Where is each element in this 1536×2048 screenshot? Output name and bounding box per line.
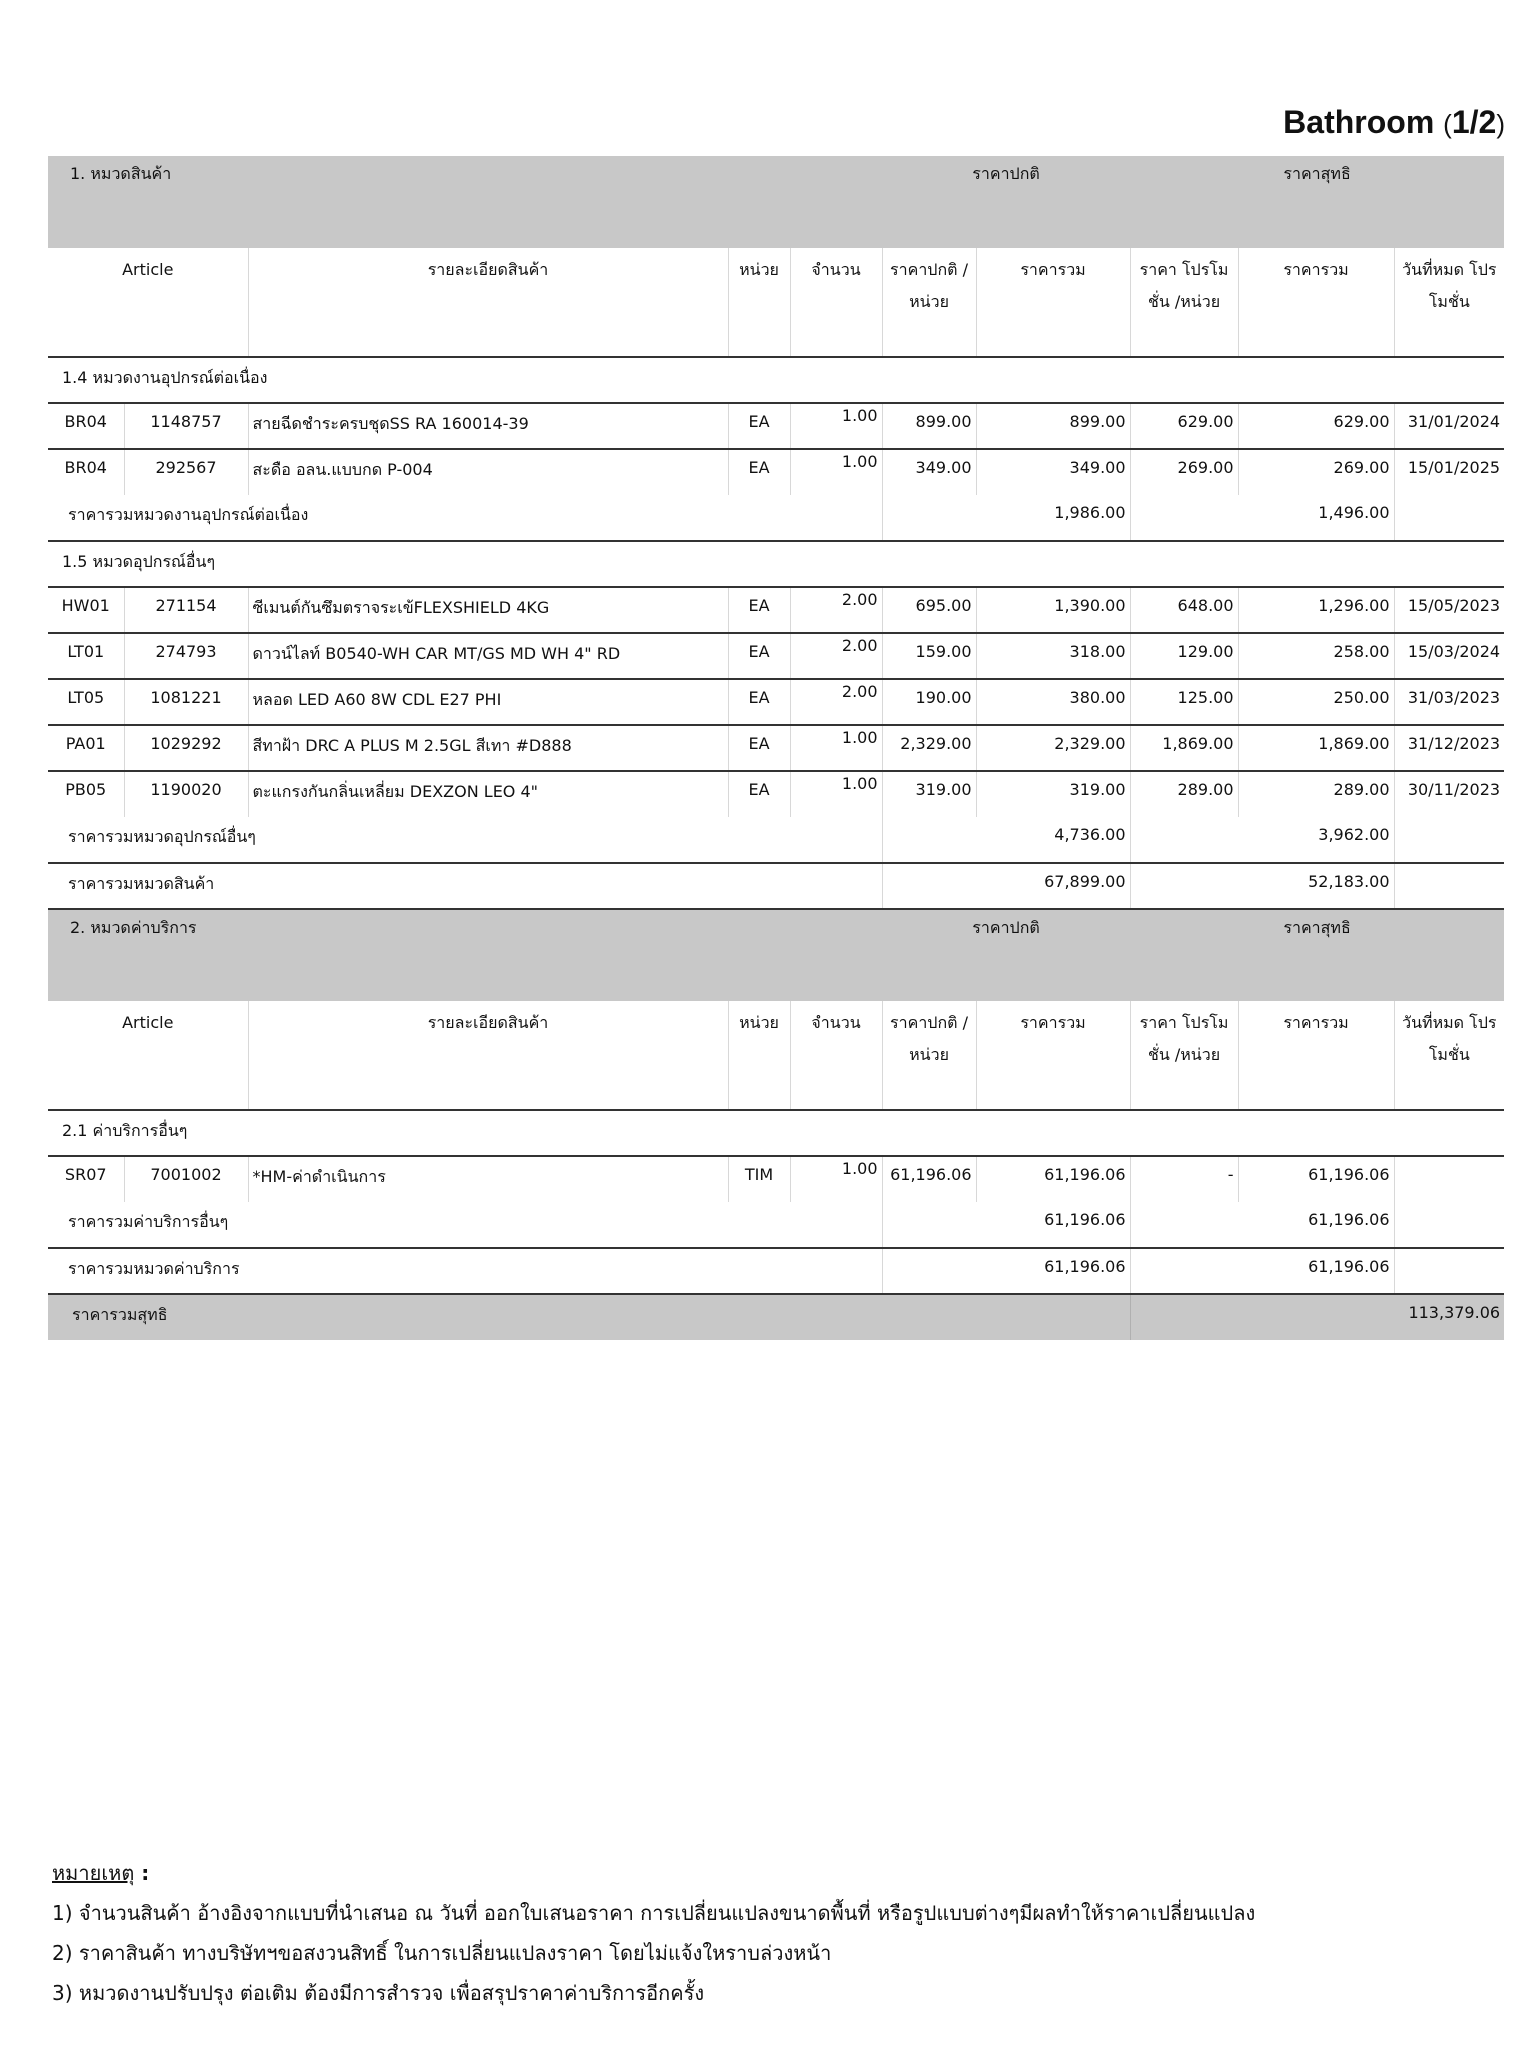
item-quantity: 2.00 xyxy=(790,633,882,679)
normal-price-group-label: ราคาปกติ xyxy=(882,909,1130,1001)
item-unit: EA xyxy=(728,633,790,679)
item-unit: EA xyxy=(728,725,790,771)
normal-price-group-label: ราคาปกติ xyxy=(882,156,1130,248)
item-code: PA01 xyxy=(48,725,124,771)
category-total-label: ราคารวมหมวดสินค้า xyxy=(48,863,882,909)
item-code: SR07 xyxy=(48,1156,124,1202)
item-promo-price: 289.00 xyxy=(1130,771,1238,817)
col-article: Article xyxy=(48,248,248,357)
note-line: 1) จำนวนสินค้า อ้างอิงจากแบบที่นำเสนอ ณ วันที่ ออกใบเสนอราคา การเปลี่ยนแปลงขนาดพื้นที่ หรือรูปแบบต่างๆมีผลทำให้ราคาเปลี่ยนแปลง xyxy=(52,1901,1256,1925)
item-description: ซีเมนต์กันซึมตราจระเข้FLEXSHIELD 4KG xyxy=(248,587,728,633)
item-promo-end: 31/12/2023 xyxy=(1394,725,1504,771)
col-promo-price: ราคา โปรโมชั่น /หน่วย xyxy=(1130,248,1238,357)
section-header xyxy=(48,541,1504,587)
item-unit: EA xyxy=(728,771,790,817)
col-article: Article xyxy=(48,1001,248,1110)
item-quantity: 1.00 xyxy=(790,449,882,495)
item-article: 274793 xyxy=(124,633,248,679)
item-description: สีทาฝ้า DRC A PLUS M 2.5GL สีเทา #D888 xyxy=(248,725,728,771)
item-promo-end: 31/03/2023 xyxy=(1394,679,1504,725)
notes xyxy=(52,1853,1512,2013)
item-quantity: 1.00 xyxy=(790,403,882,449)
net-total-row xyxy=(48,1294,1504,1340)
item-quantity: 1.00 xyxy=(790,725,882,771)
item-promo-end: 15/01/2025 xyxy=(1407,458,1501,477)
subtotal-row xyxy=(48,495,1504,541)
item-code: PB05 xyxy=(48,771,124,817)
notes-heading-colon: : xyxy=(134,1861,150,1885)
section-header xyxy=(48,1110,1504,1156)
col-total: ราคารวม xyxy=(976,248,1130,357)
item-unit-price: 159.00 xyxy=(882,633,976,679)
subtotal-label: ราคารวมค่าบริการอื่นๆ xyxy=(48,1202,882,1248)
col-promo-price: ราคา โปรโมชั่น /หน่วย xyxy=(1130,1001,1238,1110)
category-label: 2. หมวดค่าบริการ xyxy=(48,909,882,1001)
item-promo-price: 1,869.00 xyxy=(1130,725,1238,771)
item-article: 1148757 xyxy=(124,403,248,449)
net-price-group-label: ราคาสุทธิ xyxy=(1130,909,1504,1001)
col-net-total: ราคารวม xyxy=(1238,1001,1394,1110)
net-total-value: 113,379.06 xyxy=(1130,1294,1504,1340)
subtotal-net: 1,496.00 xyxy=(1130,495,1394,541)
subtotal-normal: 4,736.00 xyxy=(882,817,1130,863)
item-code: BR04 xyxy=(48,403,124,449)
subtotal-normal: 1,986.00 xyxy=(882,495,1130,541)
item-description: หลอด LED A60 8W CDL E27 PHI xyxy=(248,679,728,725)
item-promo-end: 30/11/2023 xyxy=(1407,780,1501,799)
item-total: 61,196.06 xyxy=(976,1156,1130,1202)
category-total-normal: 67,899.00 xyxy=(882,863,1130,909)
item-unit-price: 899.00 xyxy=(882,403,976,449)
item-unit: EA xyxy=(728,449,790,495)
subtotal-blank xyxy=(1394,495,1504,541)
quotation-table xyxy=(48,156,1504,1340)
item-total: 899.00 xyxy=(976,403,1130,449)
item-code: LT05 xyxy=(48,679,124,725)
item-net-total: 1,296.00 xyxy=(1238,587,1394,633)
item-code: LT01 xyxy=(48,633,124,679)
col-total: ราคารวม xyxy=(976,1001,1130,1110)
item-unit-price: 2,329.00 xyxy=(882,725,976,771)
item-net-total: 1,869.00 xyxy=(1238,725,1394,771)
subtotal-blank xyxy=(1394,1202,1504,1248)
col-promo-end: วันที่หมด โปรโมชั่น xyxy=(1402,260,1497,311)
item-promo-price: - xyxy=(1130,1156,1238,1202)
item-net-total: 258.00 xyxy=(1238,633,1394,679)
item-total: 318.00 xyxy=(976,633,1130,679)
col-quantity: จำนวน xyxy=(790,248,882,357)
item-quantity: 1.00 xyxy=(790,771,882,817)
table-row xyxy=(48,679,1504,725)
category-total-net: 61,196.06 xyxy=(1130,1248,1394,1294)
item-promo-price: 125.00 xyxy=(1130,679,1238,725)
item-quantity: 2.00 xyxy=(790,587,882,633)
col-description: รายละเอียดสินค้า xyxy=(248,248,728,357)
category-total-row xyxy=(48,863,1504,909)
item-description: สะดือ อลน.แบบกด P-004 xyxy=(248,449,728,495)
item-article: 292567 xyxy=(124,449,248,495)
item-unit-price: 695.00 xyxy=(882,587,976,633)
col-quantity: จำนวน xyxy=(790,1001,882,1110)
page-title-text: Bathroom xyxy=(1283,104,1435,140)
item-net-total: 289.00 xyxy=(1238,771,1394,817)
item-promo-end: 31/01/2024 xyxy=(1394,403,1504,449)
column-header-row xyxy=(48,248,1504,357)
subtotal-row xyxy=(48,1202,1504,1248)
note-line: 2) ราคาสินค้า ทางบริษัทฯขอสงวนสิทธิ์ ในการเปลี่ยนแปลงราคา โดยไม่แจ้งใหราบล่วงหน้า xyxy=(52,1941,832,1965)
table-row xyxy=(48,771,1504,817)
col-unit: หน่วย xyxy=(728,248,790,357)
col-promo-end: วันที่หมด โปรโมชั่น xyxy=(1402,1013,1497,1064)
item-unit: TIM xyxy=(728,1156,790,1202)
section-label: 2.1 ค่าบริการอื่นๆ xyxy=(48,1110,1504,1156)
item-promo-end xyxy=(1394,1156,1504,1202)
item-description: *HM-ค่าดำเนินการ xyxy=(248,1156,728,1202)
subtotal-row xyxy=(48,817,1504,863)
category-label: 1. หมวดสินค้า xyxy=(48,156,882,248)
item-total: 319.00 xyxy=(976,771,1130,817)
col-unit-price: ราคาปกติ /หน่วย xyxy=(882,248,976,357)
col-net-total: ราคารวม xyxy=(1238,248,1394,357)
category-total-label: ราคารวมหมวดค่าบริการ xyxy=(48,1248,882,1294)
item-unit-price: 349.00 xyxy=(882,449,976,495)
item-description: ดาวน์ไลท์ B0540-WH CAR MT/GS MD WH 4" RD xyxy=(248,633,728,679)
col-description: รายละเอียดสินค้า xyxy=(248,1001,728,1110)
table-row xyxy=(48,449,1504,495)
item-quantity: 1.00 xyxy=(790,1156,882,1202)
item-code: BR04 xyxy=(48,449,124,495)
col-unit: หน่วย xyxy=(728,1001,790,1110)
section-label: 1.5 หมวดอุปกรณ์อื่นๆ xyxy=(48,541,1504,587)
item-total: 1,390.00 xyxy=(976,587,1130,633)
item-description: ตะแกรงกันกลิ่นเหลี่ยม DEXZON LEO 4" xyxy=(248,771,728,817)
subtotal-blank xyxy=(1394,817,1504,863)
table-row xyxy=(48,633,1504,679)
item-net-total: 269.00 xyxy=(1238,449,1394,495)
table-row xyxy=(48,403,1504,449)
category-total-net: 52,183.00 xyxy=(1130,863,1394,909)
item-total: 380.00 xyxy=(976,679,1130,725)
item-unit-price: 319.00 xyxy=(882,771,976,817)
item-total: 2,329.00 xyxy=(976,725,1130,771)
subtotal-label: ราคารวมหมวดอุปกรณ์อื่นๆ xyxy=(48,817,882,863)
category-total-normal: 61,196.06 xyxy=(882,1248,1130,1294)
note-line: 3) หมวดงานปรับปรุง ต่อเติม ต้องมีการสำรวจ เพื่อสรุปราคาค่าบริการอีกครั้ง xyxy=(52,1981,705,2005)
section-label: 1.4 หมวดงานอุปกรณ์ต่อเนื่อง xyxy=(48,357,1504,403)
page-number: 1/2 xyxy=(1451,104,1497,140)
page-title-open-paren: ( xyxy=(1443,109,1452,139)
item-article: 1190020 xyxy=(124,771,248,817)
column-header-row xyxy=(48,1001,1504,1110)
item-code: HW01 xyxy=(48,587,124,633)
notes-heading-text: หมายเหตุ xyxy=(52,1861,135,1885)
net-total-label: ราคารวมสุทธิ xyxy=(48,1294,1130,1340)
item-article: 1029292 xyxy=(124,725,248,771)
item-quantity: 2.00 xyxy=(790,679,882,725)
item-promo-price: 629.00 xyxy=(1130,403,1238,449)
item-article: 1081221 xyxy=(124,679,248,725)
item-promo-end: 15/03/2024 xyxy=(1394,633,1504,679)
net-price-group-label: ราคาสุทธิ xyxy=(1130,156,1504,248)
section-header xyxy=(48,357,1504,403)
subtotal-label: ราคารวมหมวดงานอุปกรณ์ต่อเนื่อง xyxy=(48,495,882,541)
notes-heading xyxy=(52,1853,1512,1893)
category-total-blank xyxy=(1394,863,1504,909)
page-title-close-paren: ) xyxy=(1496,109,1505,139)
table-row xyxy=(48,587,1504,633)
subtotal-net: 3,962.00 xyxy=(1130,817,1394,863)
subtotal-normal: 61,196.06 xyxy=(882,1202,1130,1248)
category-header-services xyxy=(48,909,1504,1001)
subtotal-net: 61,196.06 xyxy=(1130,1202,1394,1248)
item-total: 349.00 xyxy=(976,449,1130,495)
item-unit-price: 190.00 xyxy=(882,679,976,725)
item-promo-price: 269.00 xyxy=(1130,449,1238,495)
table-row xyxy=(48,725,1504,771)
table-row xyxy=(48,1156,1504,1202)
item-net-total: 629.00 xyxy=(1238,403,1394,449)
item-article: 7001002 xyxy=(124,1156,248,1202)
item-unit: EA xyxy=(728,587,790,633)
item-net-total: 250.00 xyxy=(1238,679,1394,725)
item-promo-price: 648.00 xyxy=(1130,587,1238,633)
item-unit: EA xyxy=(728,679,790,725)
item-article: 271154 xyxy=(124,587,248,633)
item-unit: EA xyxy=(728,403,790,449)
item-promo-end: 15/05/2023 xyxy=(1394,587,1504,633)
item-description: สายฉีดชำระครบชุดSS RA 160014-39 xyxy=(248,403,728,449)
col-unit-price: ราคาปกติ /หน่วย xyxy=(882,1001,976,1110)
category-header-products xyxy=(48,156,1504,248)
item-net-total: 61,196.06 xyxy=(1238,1156,1394,1202)
item-unit-price: 61,196.06 xyxy=(882,1156,976,1202)
category-total-row xyxy=(48,1248,1504,1294)
page-title xyxy=(1283,104,1505,141)
category-total-blank xyxy=(1394,1248,1504,1294)
item-promo-price: 129.00 xyxy=(1130,633,1238,679)
